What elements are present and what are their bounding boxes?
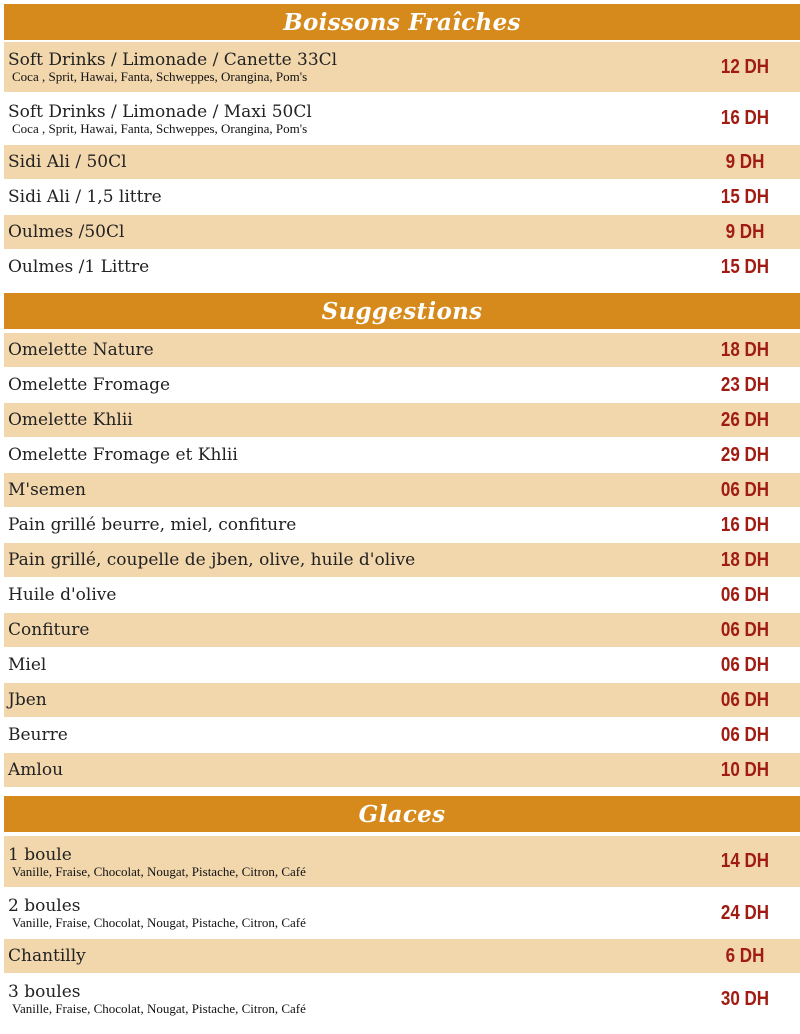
section-header-boissons [4, 4, 800, 40]
item-price: 06 DH [720, 653, 770, 676]
item-name: Confiture [8, 620, 90, 640]
item-name: Beurre [8, 725, 68, 745]
item-name: M'semen [8, 480, 86, 500]
item-price: 06 DH [720, 478, 770, 501]
item-price: 24 DH [720, 901, 770, 924]
item-price: 16 DH [720, 107, 770, 129]
item-price: 30 DH [720, 987, 770, 1010]
item-price: 9 DH [725, 150, 765, 173]
menu-item [4, 145, 800, 179]
item-description: Vanille, Fraise, Chocolat, Nougat, Pistache, Citron, Café [12, 1001, 306, 1016]
menu-item [4, 93, 800, 144]
item-price: 06 DH [720, 688, 770, 711]
item-name: Pain grillé beurre, miel, confiture [8, 515, 297, 535]
menu-item [4, 683, 800, 717]
item-price: 14 DH [720, 850, 770, 872]
item-name: 2 boules [8, 896, 81, 916]
menu-item [4, 438, 800, 472]
menu-item [4, 543, 800, 577]
item-name: Oulmes /1 Littre [8, 257, 150, 277]
item-price: 29 DH [720, 443, 770, 466]
menu-item [4, 888, 800, 938]
menu-item [4, 215, 800, 249]
section-header-suggestions [4, 293, 800, 329]
item-name: Omelette Fromage [8, 375, 171, 395]
item-description: Vanille, Fraise, Chocolat, Nougat, Pistache, Citron, Café [12, 863, 306, 879]
item-price: 06 DH [720, 583, 770, 606]
item-name: Amlou [8, 760, 64, 780]
item-name: Pain grillé, coupelle de jben, olive, huile d'olive [8, 550, 416, 570]
menu-item [4, 974, 800, 1024]
item-name: Soft Drinks / Limonade / Maxi 50Cl [8, 101, 312, 122]
item-name: Omelette Nature [8, 340, 154, 360]
item-price: 06 DH [720, 723, 770, 746]
menu-item [4, 939, 800, 973]
item-price: 9 DH [725, 220, 765, 243]
item-name: Jben [8, 690, 47, 710]
item-description: Coca , Sprit, Hawai, Fanta, Schweppes, Orangina, Pom's [12, 120, 308, 136]
item-name: Huile d'olive [8, 585, 117, 605]
section-title: Glaces [358, 800, 446, 828]
menu-item [4, 180, 800, 214]
item-price: 18 DH [720, 338, 770, 361]
item-price: 23 DH [720, 373, 770, 396]
menu-item [4, 718, 800, 752]
menu-item [4, 613, 800, 647]
section-title: Boissons Fraîches [283, 8, 521, 36]
item-price: 06 DH [720, 618, 770, 641]
menu-item [4, 648, 800, 682]
item-name: Miel [8, 655, 47, 675]
section-header-glaces [4, 796, 800, 832]
menu-item [4, 473, 800, 507]
item-price: 6 DH [725, 944, 765, 967]
menu-item [4, 368, 800, 402]
menu-item [4, 250, 800, 284]
menu-item [4, 508, 800, 542]
item-price: 26 DH [720, 408, 770, 431]
menu-item [4, 836, 800, 887]
item-price: 16 DH [720, 513, 770, 536]
item-price: 15 DH [720, 185, 770, 208]
menu-item [4, 753, 800, 787]
item-price: 18 DH [720, 548, 770, 571]
item-name: Omelette Fromage et Khlii [8, 445, 238, 465]
menu-item [4, 333, 800, 367]
item-description: Vanille, Fraise, Chocolat, Nougat, Pistache, Citron, Café [12, 915, 306, 930]
item-name: 1 boule [8, 844, 72, 865]
menu-item [4, 403, 800, 437]
item-name: 3 boules [8, 982, 81, 1002]
menu-item [4, 578, 800, 612]
item-name: Sidi Ali / 50Cl [8, 152, 127, 172]
item-name: Omelette Khlii [8, 410, 133, 430]
item-price: 10 DH [720, 758, 770, 781]
item-name: Sidi Ali / 1,5 littre [8, 187, 162, 207]
item-name: Chantilly [8, 946, 86, 966]
item-price: 15 DH [720, 255, 770, 278]
item-price: 12 DH [720, 55, 770, 78]
section-title: Suggestions [321, 297, 483, 325]
item-name: Oulmes /50Cl [8, 222, 125, 242]
item-name: Soft Drinks / Limonade / Canette 33Cl [8, 50, 338, 70]
item-description: Coca , Sprit, Hawai, Fanta, Schweppes, Orangina, Pom's [12, 69, 308, 84]
menu-item [4, 42, 800, 92]
